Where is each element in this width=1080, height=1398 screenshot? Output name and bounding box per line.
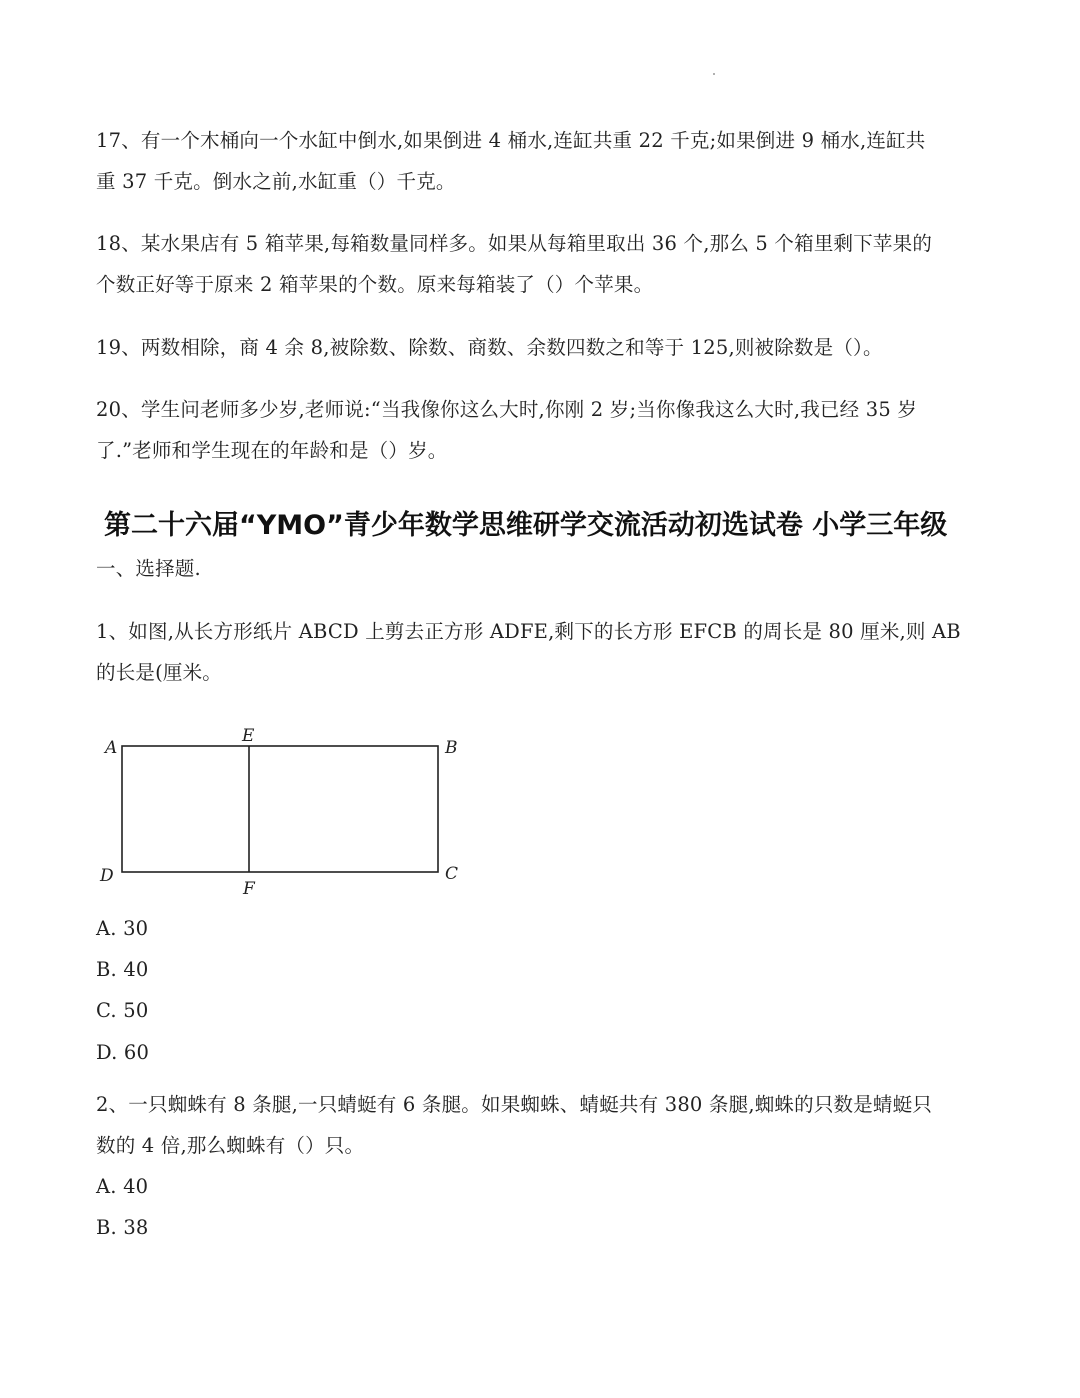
exam-title: 第二十六届“YMO”青少年数学思维研学交流活动初选试卷 小学三年级: [104, 510, 948, 541]
label-e: E: [242, 726, 255, 746]
problem-20-line-1: 20、学生问老师多少岁,老师说:“当我像你这么大时,你刚 2 岁;当你像我这么大时,我已经 35 岁: [96, 398, 918, 421]
label-d: D: [100, 866, 114, 886]
label-c: C: [445, 864, 459, 884]
problem-17-line-1: 17、有一个木桶向一个水缸中倒水,如果倒进 4 桶水,连缸共重 22 千克;如果倒进 9 桶水,连缸共: [96, 129, 926, 152]
question-2-option-b: B. 38: [96, 1216, 149, 1239]
problem-18-line-1: 18、某水果店有 5 箱苹果,每箱数量同样多。如果从每箱里取出 36 个,那么 5 个箱里剩下苹果的: [96, 232, 933, 255]
problem-19-line-1: 19、两数相除，商 4 余 8,被除数、除数、商数、余数四数之和等于 125,则被除数是（）。: [96, 336, 883, 359]
problem-18-line-2: 个数正好等于原来 2 箱苹果的个数。原来每箱装了（）个苹果。: [96, 273, 654, 296]
question-1-option-d: D. 60: [96, 1041, 150, 1064]
rectangle-figure: [96, 722, 476, 902]
question-2-line-2: 数的 4 倍,那么蜘蛛有（）只。: [96, 1134, 365, 1157]
rectangle-abcd: [122, 746, 438, 872]
question-1-option-b: B. 40: [96, 958, 149, 981]
problem-20-line-2: 了.”老师和学生现在的年龄和是（）岁。: [96, 439, 448, 462]
stray-dot: [713, 73, 715, 75]
question-2-option-a: A. 40: [96, 1175, 149, 1198]
section-heading: 一、选择题.: [96, 557, 201, 580]
label-b: B: [445, 738, 458, 758]
label-a: A: [105, 738, 118, 758]
question-2-line-1: 2、一只蜘蛛有 8 条腿,一只蜻蜓有 6 条腿。如果蜘蛛、蜻蜓共有 380 条腿,蜘蛛的只数是蜻蜓只: [96, 1093, 933, 1116]
label-f: F: [243, 879, 255, 899]
question-1-line-2: 的长是(厘米。: [96, 661, 223, 684]
question-1-line-1: 1、如图,从长方形纸片 ABCD 上剪去正方形 ADFE,剩下的长方形 EFCB 的周长是 80 厘米,则 AB: [96, 620, 961, 643]
question-1-option-a: A. 30: [96, 917, 149, 940]
question-1-option-c: C. 50: [96, 999, 149, 1022]
problem-17-line-2: 重 37 千克。倒水之前,水缸重（）千克。: [96, 170, 456, 193]
